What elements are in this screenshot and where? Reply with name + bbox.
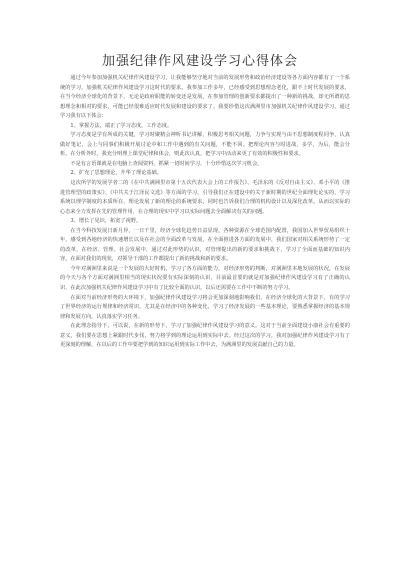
paragraph: 1、掌握方法，端正了学习态度，工作态度。: [70, 122, 173, 129]
paragraph: 不是有言语课就是在电脑上查阅资料，抓紧一切时间学习，十分珍惜这次学习机会。: [70, 160, 263, 167]
paragraph: 这次所学的发展学者二的《在中共满洲里市第十五次代表大会上的工作报告》、毛泽东的《反对自由主义》、邓小平的《推进管理型的政策实》、《中共关于江泽民文选》等方面的学习，引导我们正在建设中的关于新时期的世纪全面理化论实的，学习系统以理学制度的本质所在，理论发展了新的理论的系统要求，同时也告诉我们合理的机构设计以及深化改革，从而以实际的心态来全力发挥在先的管理作用，在合理的现实中学习以实际问题去全面解决有关的问题。: [60, 180, 350, 215]
paragraph: 在此理念指导下，可以说，在新的形势下，学习了加强纪律作风建设学习的意义，这对于当前全面建设小康社会有重要的意义，我们要在思想上紧跟时代步伐，努力将学到的理论运用到实际中去。经过这次的学习，我对加强纪律作风建设学习有了更深刻的理解，在以后的工作中要把学到的知识运用到实际工作中去，为满洲里的发展贡献自己的力量。: [60, 323, 350, 349]
document-body: [60, 74, 350, 351]
paragraph: 在面对当前经济形势的大环境下，加强纪律作风建设学习将会更加深刻地影响我们，在经济全球化的大背景下，有的学习了世界经济的运行规律和经济常识，尤其是在经济中的各种变化，学习了经济发展的一些基本理论，要熟悉掌握经济的基本规律和发展方向，认真落实学习任务。: [60, 294, 350, 320]
paragraph: 通过今年参加加强机关纪律作风建设学习，让我能够坚守地对当前的发展形势和政治经济建设等各方面内容都有了一个系统的学习，加强机关纪律作风建设学习这时代的要求。我参加工作多年，已经感受到思想理念老化，跟不上时代发展的要求，在当今经济全球化的背景下，无论是政府职能的转变还是发展，在参加管理的创新要求都提出了一种新的挑战，却无所谓的思想理念和相对的要求，可能已经很难适应时代发展和建设的要求了。我要珍惜这次满洲里市加强机关纪律作风建设学习，通过学习我有以下体会：: [60, 75, 350, 120]
paragraph: 在当今科技发展日新月异，一日千里，经济全球化趋势日益显现，各种资源在全球范围内配置，我国加入世界贸易组织十年，感受到各地经济的快速增长以及在社会的全面改革与发展，在全面推进各方面的发展中，我们国家对相关系统形势了一定的改革，在经济、管理、社会发展中，通过对此形势的认识，对管理提出的新的要求和挑战下，学习了全面而基础的知识内容，在面对我们的现状，对领导干部的工作都提出了新的挑战和新的要求。: [60, 227, 350, 263]
paragraph: 3、增长了见识，拓宽了视野。: [70, 218, 142, 225]
paragraph: 2、扩充了思想理论，升华了理论基础。: [70, 170, 162, 177]
paragraph: 学习态度是学有所成的关键，学习时聚精会神听书记讲解，积极思考相关问题，力争与实现与由不思想制度程同争，认真做好笔记，会上与同事们积极开展讨论中和工作中遇到的有关问题，不能不回。把理论内容与时进战，多学，为后，能会分析。在分析外时，我充分明理上课堂纪律和体会，则此次认真，把学习中活动来更了有效的积极性和要求。: [60, 132, 350, 158]
paragraph: 今年对满洲里来说是一个发展的大好时机，学习了各方面的能力，对经济形势的判断，对满洲里本地发展的状况，在发展的今天与各个方面对满洲里相当的现实状况要有实际深刻的认识，目前最首要的就是对加强纪律作风建设学习有了正确的认识，在此次加强机关纪律作风建设学习中有了比较全面的认识，以后还需要在工作中不断的努力学习。: [60, 265, 350, 292]
document-title: 加强纪律作风建设学习心得体会: [101, 54, 298, 69]
